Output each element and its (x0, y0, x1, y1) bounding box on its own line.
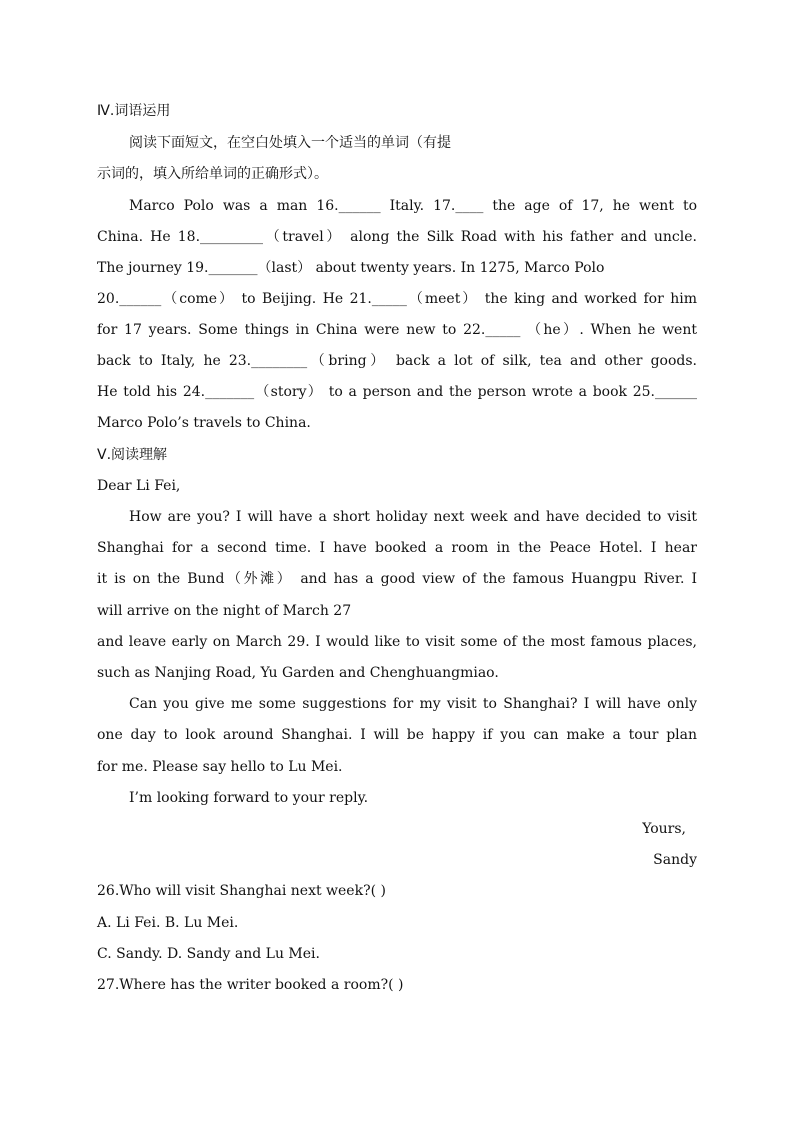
question-26-stem: 26.Who will visit Shanghai next week?( ) (97, 883, 386, 899)
letter-line-8: one day to look around Shanghai. I will be happy if you can make a tour plan (97, 727, 697, 743)
passage-line-3: The journey 19._______（last） about twenty years. In 1275, Marco Polo (97, 260, 605, 276)
passage-line-5: for 17 years. Some things in China were new to 22._____ （he）. When he went (97, 322, 697, 338)
letter-line-2: Shanghai for a second time. I have booked a room in the Peace Hotel. I hear (97, 540, 697, 556)
letter-line-6: such as Nanjing Road, Yu Garden and Chenghuangmiao. (97, 665, 499, 681)
passage-line-4: 20.______（come） to Beijing. He 21._____（meet） the king and worked for him (97, 291, 697, 307)
question-27-stem: 27.Where has the writer booked a room?( ) (97, 977, 404, 993)
letter-line-7: Can you give me some suggestions for my visit to Shanghai? I will have only (129, 696, 697, 712)
question-26-options-line-2: C. Sandy. D. Sandy and Lu Mei. (97, 946, 320, 962)
letter-line-4: will arrive on the night of March 27 (97, 603, 352, 619)
letter-line-5: and leave early on March 29. I would like to visit some of the most famous places, (97, 634, 697, 650)
letter-line-10: I’m looking forward to your reply. (129, 790, 369, 806)
letter-line-1: How are you? I will have a short holiday next week and have decided to visit (129, 509, 697, 525)
passage-line-8: Marco Polo’s travels to China. (97, 415, 311, 431)
section-4-instruction-line-2: 示词的，填入所给单词的正确形式）。 (97, 166, 328, 182)
section-5-heading: Ⅴ.阅读理解 (97, 447, 168, 463)
passage-line-6: back to Italy, he 23.________（bring） back a lot of silk, tea and other goods. (97, 353, 697, 369)
section-4-heading: Ⅳ.词语运用 (97, 103, 171, 119)
letter-line-9: for me. Please say hello to Lu Mei. (97, 759, 343, 775)
question-26-options-line-1: A. Li Fei. B. Lu Mei. (97, 915, 239, 931)
letter-closing: Yours, (642, 821, 686, 837)
section-4-instruction-line-1: 阅读下面短文，在空白处填入一个适当的单词（有提 (129, 135, 451, 151)
letter-signature: Sandy (653, 852, 697, 868)
passage-line-2: China. He 18._________（travel） along the Silk Road with his father and uncle. (97, 229, 697, 245)
letter-greeting: Dear Li Fei, (97, 478, 181, 494)
passage-line-1: Marco Polo was a man 16.______ Italy. 17.____ the age of 17, he went to (129, 198, 697, 214)
passage-line-7: He told his 24._______（story） to a person and the person wrote a book 25.______ (97, 384, 697, 400)
letter-line-3: it is on the Bund（外滩） and has a good view of the famous Huangpu River. I (97, 571, 697, 587)
